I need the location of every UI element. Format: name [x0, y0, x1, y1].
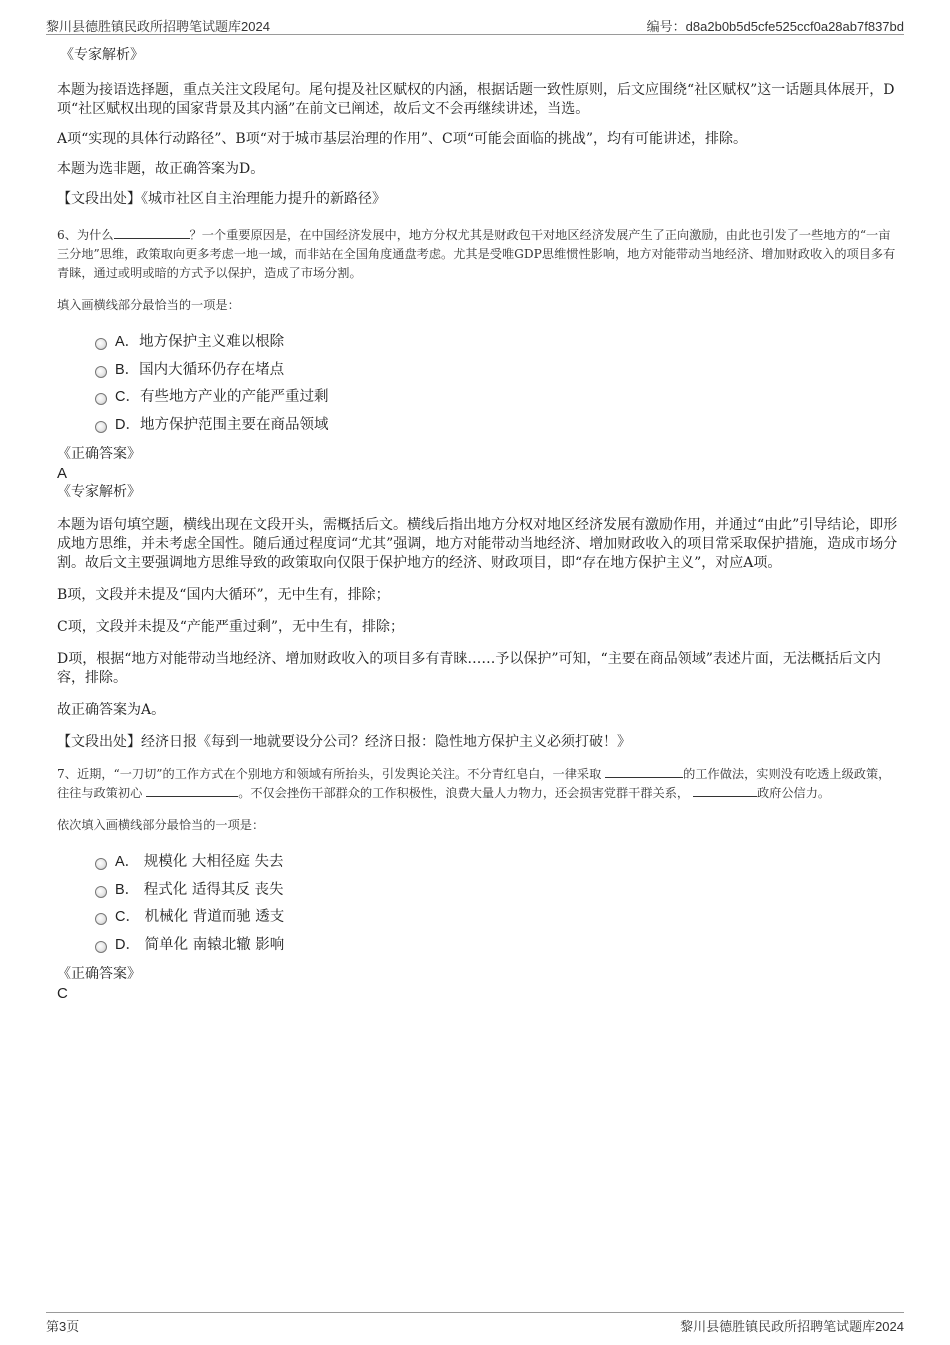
q6-options: [57, 332, 898, 442]
q6-analysis-label: 《专家解析》: [57, 484, 141, 500]
prev-analysis-p3: 本题为选非题，故正确答案为D。: [57, 161, 265, 177]
q6-answer: A: [57, 465, 68, 482]
page-number: 第3页: [46, 1319, 80, 1334]
q7-option-b[interactable]: B． 程式化 适得其反 丧失: [95, 880, 898, 908]
footer-doc-title: 黎川县德胜镇民政所招聘笔试题库2024: [680, 1319, 904, 1334]
q6-prompt: 填入画横线部分最恰当的一项是：: [57, 298, 240, 312]
q7-blank-3: [693, 785, 757, 797]
q6-stem: 6、为什么 ？一个重要原因是，在中国经济发展中，地方分权尤其是财政包干对地区经济发展产生了正向激励，由此也引发了一些地方的“一亩三分地”思维，政策取向更多考虑一地一域，而非站在全国角度通盘考虑。尤其是受唯GDP思维惯性影响，地方对能带动当地经济、增加财政收入的项目多有青睐，通过或明或暗的方式予以保护，造成了市场分割。: [57, 228, 896, 280]
radio-icon[interactable]: [95, 393, 107, 405]
q7-stem: 7、近期，“一刀切”的工作方式在个别地方和领域有所抬头，引发舆论关注。不分青红皂白，一律采取 的工作做法，实则没有吃透上级政策，往往与政策初心 。不仅会挫伤干部群众的工作积极性，浪费大量人力物力，还会损害党群干群关系， 政府公信力。: [57, 767, 891, 800]
q6-option-c[interactable]: C．有些地方产业的产能严重过剩: [95, 387, 898, 415]
header-doc-id: 编号：d8a2b0b5d5cfe525ccf0a28ab7f837bd: [646, 19, 904, 34]
prev-source: 【文段出处】《城市社区自主治理能力提升的新路径》: [57, 191, 386, 207]
q7-answer: C: [57, 985, 68, 1002]
q7-blank-1: [605, 766, 683, 778]
radio-icon[interactable]: [95, 421, 107, 433]
q7-blank-2: [146, 785, 238, 797]
q6-analysis-p5: 故正确答案为A。: [57, 702, 166, 718]
q6-analysis-p4: D项，根据“地方对能带动当地经济、增加财政收入的项目多有青睐……予以保护”可知，“主要在商品领域”表述片面，无法概括后文内容，排除。: [57, 651, 881, 686]
q7-option-a[interactable]: A． 规模化 大相径庭 失去: [95, 852, 898, 880]
q6-option-a[interactable]: A．地方保护主义难以根除: [95, 332, 898, 360]
radio-icon[interactable]: [95, 366, 107, 378]
page-footer: [46, 1312, 904, 1335]
radio-icon[interactable]: [95, 858, 107, 870]
radio-icon[interactable]: [95, 941, 107, 953]
q6-analysis-p2: B项，文段并未提及“国内大循环”，无中生有，排除；: [57, 587, 390, 603]
header-doc-title: 黎川县德胜镇民政所招聘笔试题库2024: [46, 19, 270, 34]
q6-blank: [114, 227, 190, 239]
q7-prompt: 依次填入画横线部分最恰当的一项是：: [57, 818, 265, 832]
radio-icon[interactable]: [95, 338, 107, 350]
prev-analysis-p2: A项“实现的具体行动路径”、B项“对于城市基层治理的作用”、C项“可能会面临的挑战”，均有可能讲述，排除。: [57, 131, 748, 147]
q6-option-b[interactable]: B．国内大循环仍存在堵点: [95, 360, 898, 388]
radio-icon[interactable]: [95, 886, 107, 898]
prev-analysis-label: 《专家解析》: [60, 47, 144, 63]
q7-option-c[interactable]: C． 机械化 背道而驰 透支: [95, 907, 898, 935]
q6-analysis-p3: C项，文段并未提及“产能严重过剩”，无中生有，排除；: [57, 619, 405, 635]
radio-icon[interactable]: [95, 913, 107, 925]
q6-option-d[interactable]: D．地方保护范围主要在商品领域: [95, 415, 898, 443]
q7-options: [57, 852, 898, 962]
prev-analysis-p1: 本题为接语选择题，重点关注文段尾句。尾句提及社区赋权的内涵，根据话题一致性原则，后文应围绕“社区赋权”这一话题具体展开，D项“社区赋权出现的国家背景及其内涵”在前文已阐述，故后文不会再继续讲述，当选。: [57, 82, 895, 117]
q7-answer-label: 《正确答案》: [57, 966, 141, 982]
q6-analysis-p1: 本题为语句填空题，横线出现在文段开头，需概括后文。横线后指出地方分权对地区经济发展有激励作用，并通过“由此”引导结论，即形成地方思维，并未考虑全国性。随后通过程度词“尤其”强调，地方对能带动当地经济、增加财政收入的项目常采取保护措施，造成市场分割。故后文主要强调地方思维导致的政策取向仅限于保护地方的经济、财政项目，即“存在地方保护主义”，对应A项。: [57, 517, 898, 571]
page-header: [46, 14, 904, 35]
page-content: [57, 46, 898, 1003]
q6-answer-label: 《正确答案》: [57, 446, 141, 462]
q7-option-d[interactable]: D． 简单化 南辕北辙 影响: [95, 935, 898, 963]
q6-source: 【文段出处】经济日报《每到一地就要设分公司？经济日报：隐性地方保护主义必须打破！》: [57, 734, 631, 750]
